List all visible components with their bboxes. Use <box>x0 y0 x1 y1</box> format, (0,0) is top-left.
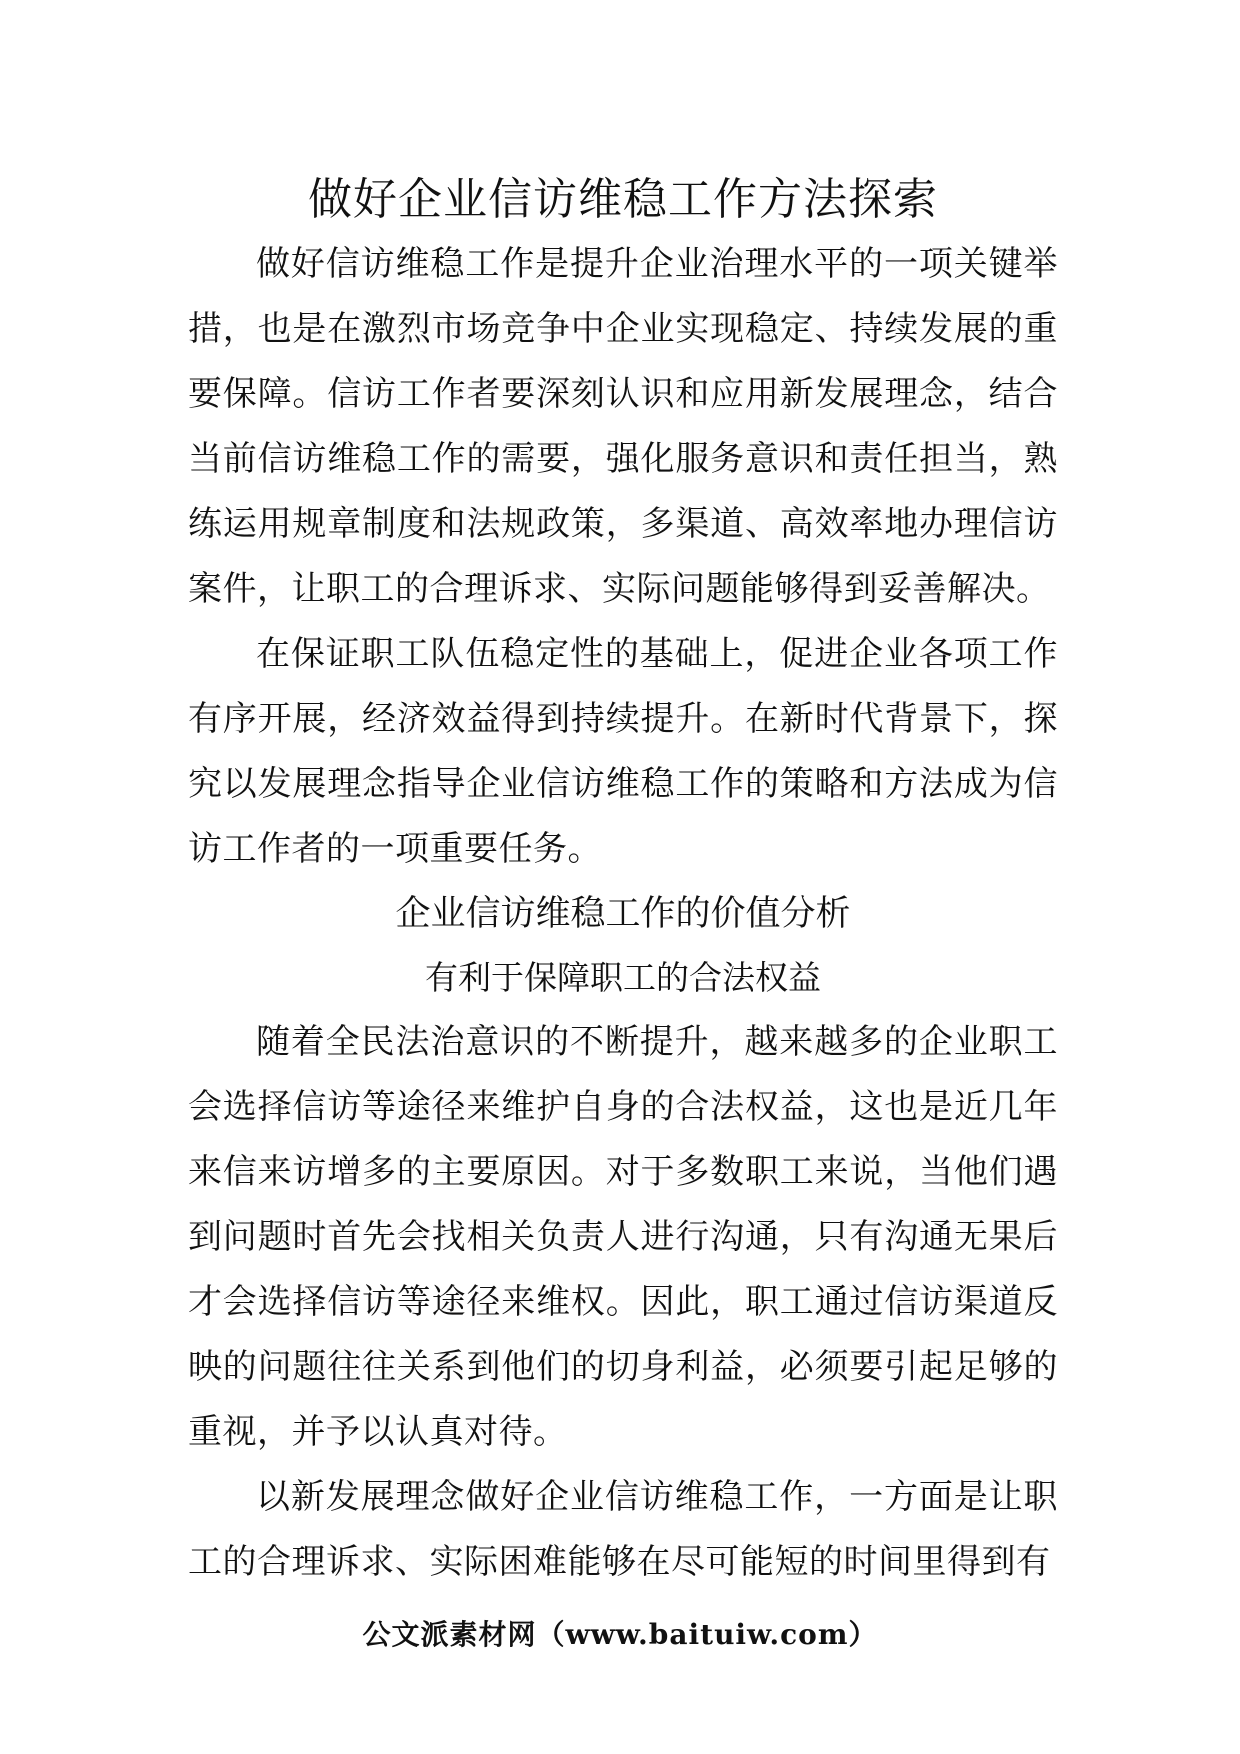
section-heading: 企业信访维稳工作的价值分析 <box>395 894 851 934</box>
footer-watermark: 公文派素材网（www.baituiw.com） <box>362 1618 878 1651</box>
document-title: 做好企业信访维稳工作方法探索 <box>308 174 938 225</box>
paragraph-new-concept: 以新发展理念做好企业信访维稳工作，一方面是让职工的合理诉求、实际困难能够在尽可能短的时间里得到有 <box>188 1477 1058 1582</box>
subsection-heading: 有利于保障职工的合法权益 <box>425 958 821 997</box>
paragraph-rights: 随着全民法治意识的不断提升，越来越多的企业职工会选择信访等途径来维护自身的合法权益，这也是近几年来信来访增多的主要原因。对于多数职工来说，当他们遇到问题时首先会找相关负责人进行沟通，只有沟通无果后才会选择信访等途径来维权。因此，职工通过信访渠道反映的问题往往关系到他们的切身利益，必须要引起足够的重视，并予以认真对待。 <box>188 1022 1058 1452</box>
paragraph-context: 在保证职工队伍稳定性的基础上，促进企业各项工作有序开展，经济效益得到持续提升。在新时代背景下，探究以发展理念指导企业信访维稳工作的策略和方法成为信访工作者的一项重要任务。 <box>188 634 1058 869</box>
paragraph-intro: 做好信访维稳工作是提升企业治理水平的一项关键举措，也是在激烈市场竞争中企业实现稳定、持续发展的重要保障。信访工作者要深刻认识和应用新发展理念，结合当前信访维稳工作的需要，强化服务意识和责任担当，熟练运用规章制度和法规政策，多渠道、高效率地办理信访案件，让职工的合理诉求、实际问题能够得到妥善解决。 <box>188 244 1058 609</box>
document-body <box>188 168 1058 1595</box>
